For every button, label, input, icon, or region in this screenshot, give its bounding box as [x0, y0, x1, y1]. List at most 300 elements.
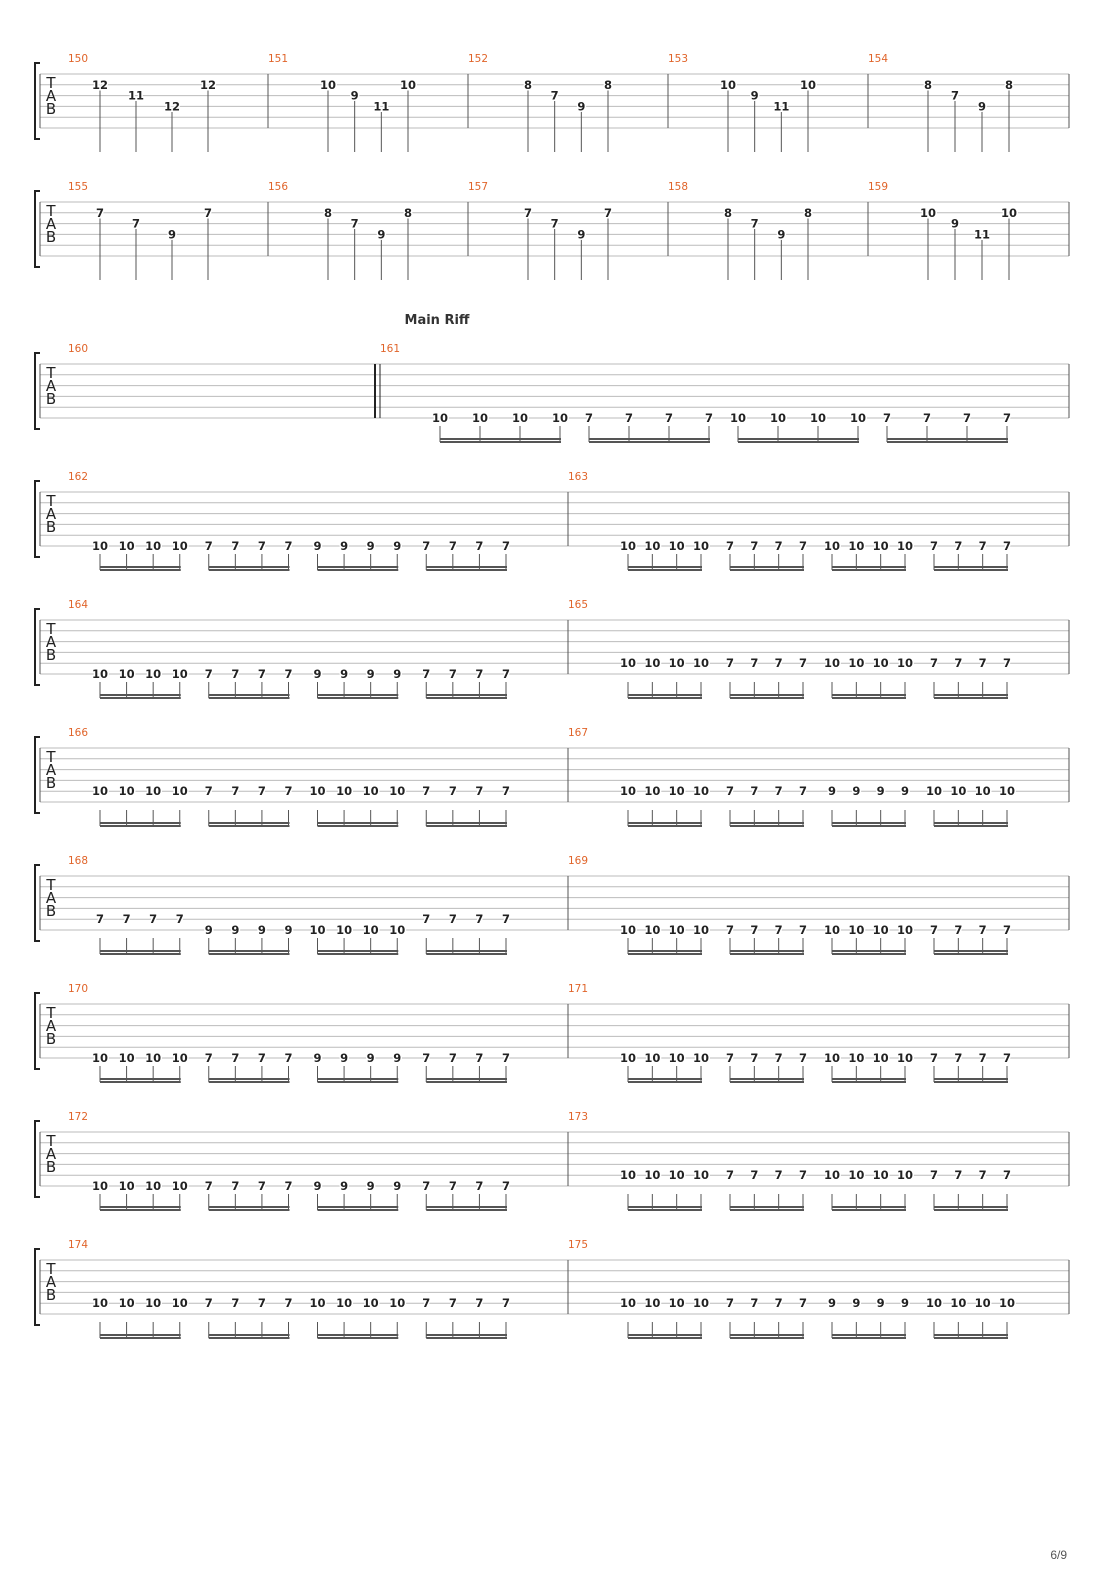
fret-number: 7	[882, 411, 892, 425]
fret-number: 9	[393, 1179, 402, 1193]
fret-number: 7	[929, 539, 939, 553]
fret-number: 9	[827, 784, 837, 799]
fret-number: 7	[774, 1296, 783, 1311]
beam	[100, 1209, 181, 1211]
beam	[318, 822, 399, 824]
fret-number: 7	[284, 784, 293, 799]
fret-number: 7	[501, 539, 511, 553]
beam	[426, 569, 507, 571]
fret-number: 10	[644, 656, 661, 671]
tab-clef-letter: A	[45, 633, 57, 651]
fret-number: 7	[448, 912, 457, 927]
fret-number: 9	[366, 667, 375, 681]
beam	[628, 1206, 702, 1208]
fret-number: 10	[118, 667, 135, 681]
fret-number: 10	[91, 667, 109, 681]
fret-number: 7	[774, 923, 783, 937]
beam	[934, 822, 1008, 824]
tab-clef-letter: A	[45, 377, 57, 395]
fret-number: 10	[872, 1168, 889, 1183]
fret-number: 10	[668, 539, 685, 553]
system-bracket	[35, 1249, 40, 1325]
fret-number: 7	[978, 656, 987, 671]
beam	[318, 1081, 399, 1083]
fret-number: 7	[798, 784, 808, 799]
beam	[209, 1206, 290, 1208]
beam	[628, 950, 702, 952]
beam	[934, 566, 1008, 568]
fret-number: 7	[231, 1296, 240, 1311]
fret-number: 9	[313, 1051, 322, 1065]
fret-number: 7	[448, 1179, 457, 1193]
fret-number: 10	[171, 1179, 188, 1193]
fret-number: 7	[750, 216, 759, 231]
beam	[100, 697, 181, 699]
fret-number: 7	[954, 656, 963, 671]
fret-number: 7	[448, 539, 457, 553]
fret-number: 10	[799, 77, 817, 92]
beam	[426, 1334, 507, 1336]
fret-number: 10	[619, 784, 637, 799]
beam	[209, 694, 290, 696]
fret-number: 7	[664, 411, 674, 425]
fret-number: 9	[777, 227, 786, 242]
fret-number: 10	[809, 411, 827, 425]
fret-number: 9	[900, 784, 910, 799]
fret-number: 10	[171, 784, 188, 799]
fret-number: 9	[750, 88, 759, 103]
fret-number: 7	[257, 1179, 266, 1193]
system-bracket	[35, 609, 40, 685]
fret-number: 7	[231, 1179, 240, 1193]
fret-number: 10	[309, 784, 326, 799]
fret-number: 11	[773, 99, 790, 114]
bar-number: 168	[68, 855, 89, 867]
tab-clef-letter: B	[45, 518, 57, 536]
fret-number: 10	[848, 656, 865, 671]
fret-number: 10	[389, 784, 406, 799]
fret-number: 10	[823, 923, 841, 937]
fret-number: 10	[91, 1296, 109, 1311]
bar-number: 174	[68, 1239, 89, 1251]
bar-number: 175	[568, 1239, 589, 1251]
fret-number: 7	[774, 1168, 783, 1183]
bar-number: 173	[568, 1111, 589, 1123]
tab-clef-letter: A	[45, 87, 57, 105]
tab-clef-letter: A	[45, 215, 57, 233]
fret-number: 10	[431, 411, 449, 425]
beam	[100, 825, 181, 827]
fret-number: 10	[848, 923, 865, 937]
fret-number: 9	[852, 784, 861, 799]
fret-number: 10	[91, 784, 109, 799]
fret-number: 10	[919, 205, 937, 220]
beam	[730, 825, 804, 827]
beam	[628, 1334, 702, 1336]
fret-number: 10	[362, 1296, 379, 1311]
fret-number: 10	[118, 539, 135, 553]
beam	[628, 694, 702, 696]
fret-number: 7	[284, 1296, 293, 1311]
fret-number: 9	[977, 99, 987, 114]
fret-number: 10	[171, 539, 188, 553]
fret-number: 7	[725, 784, 735, 799]
fret-number: 7	[624, 411, 634, 425]
tab-clef-letter: B	[45, 1030, 57, 1048]
fret-number: 7	[750, 784, 759, 799]
beam	[100, 569, 181, 571]
tab-clef-letter: A	[45, 889, 57, 907]
section-marker: Main Riff	[404, 313, 470, 328]
fret-number: 10	[823, 539, 841, 553]
beam	[934, 825, 1008, 827]
fret-number: 7	[475, 1051, 484, 1065]
beam	[209, 953, 290, 955]
fret-number: 7	[750, 1296, 759, 1311]
fret-number: 10	[668, 1168, 685, 1183]
fret-number: 10	[644, 784, 661, 799]
beam	[209, 825, 290, 827]
beam	[100, 1206, 181, 1208]
beam	[100, 1337, 181, 1339]
bar-number: 166	[68, 727, 89, 739]
beam	[426, 566, 507, 568]
fret-number: 12	[91, 77, 109, 92]
beam	[100, 1081, 181, 1083]
beam	[209, 822, 290, 824]
fret-number: 10	[171, 667, 188, 681]
fret-number: 7	[257, 1051, 266, 1065]
beam	[426, 1081, 507, 1083]
fret-number: 7	[204, 539, 213, 553]
tab-clef-letter: A	[45, 1145, 57, 1163]
beam	[426, 822, 507, 824]
beam	[934, 1209, 1008, 1211]
bar-number: 163	[568, 471, 589, 483]
fret-number: 7	[284, 667, 293, 681]
fret-number: 8	[523, 77, 533, 92]
fret-number: 9	[876, 1296, 885, 1311]
fret-number: 7	[422, 784, 431, 799]
beam	[730, 953, 804, 955]
fret-number: 10	[145, 784, 162, 799]
beam	[318, 569, 399, 571]
system-bracket	[35, 737, 40, 813]
beam	[426, 950, 507, 952]
beam	[318, 1337, 399, 1339]
fret-number: 7	[231, 667, 240, 681]
fret-number: 9	[350, 88, 359, 103]
fret-number: 7	[798, 539, 808, 553]
fret-number: 10	[692, 539, 710, 553]
beam	[209, 566, 290, 568]
beam	[832, 950, 906, 952]
beam	[832, 694, 906, 696]
fret-number: 10	[925, 1296, 943, 1311]
fret-number: 10	[848, 1051, 865, 1065]
tab-clef-letter: A	[45, 761, 57, 779]
fret-number: 9	[577, 227, 586, 242]
tab-clef-letter: B	[45, 390, 57, 408]
fret-number: 7	[203, 205, 213, 220]
beam	[934, 953, 1008, 955]
bar-number: 165	[568, 599, 589, 611]
fret-number: 8	[603, 77, 613, 92]
fret-number: 7	[257, 539, 266, 553]
fret-number: 10	[336, 1296, 353, 1311]
fret-number: 7	[422, 539, 431, 553]
fret-number: 7	[584, 411, 594, 425]
fret-number: 10	[925, 784, 943, 799]
fret-number: 10	[619, 1296, 637, 1311]
beam	[628, 697, 702, 699]
fret-number: 10	[692, 784, 710, 799]
fret-number: 7	[550, 216, 559, 231]
bar-number: 167	[568, 727, 589, 739]
fret-number: 7	[725, 1296, 735, 1311]
bar-number: 170	[68, 983, 89, 995]
beam	[934, 697, 1008, 699]
fret-number: 7	[422, 667, 431, 681]
fret-number: 9	[340, 1179, 349, 1193]
fret-number: 11	[127, 88, 145, 103]
tab-clef-letter: T	[46, 492, 56, 510]
fret-number: 7	[284, 1051, 293, 1065]
fret-number: 9	[204, 923, 213, 937]
fret-number: 9	[366, 1051, 375, 1065]
fret-number: 7	[501, 912, 511, 927]
tab-clef-letter: B	[45, 100, 57, 118]
fret-number: 7	[798, 923, 808, 937]
fret-number: 7	[798, 656, 808, 671]
fret-number: 7	[475, 539, 484, 553]
fret-number: 10	[644, 923, 661, 937]
fret-number: 7	[284, 1179, 293, 1193]
fret-number: 10	[998, 784, 1016, 799]
fret-number: 7	[725, 923, 735, 937]
fret-number: 10	[644, 539, 661, 553]
fret-number: 9	[950, 216, 960, 231]
fret-number: 10	[872, 1051, 889, 1065]
fret-number: 7	[422, 1296, 431, 1311]
fret-number: 7	[231, 784, 240, 799]
beam	[426, 1337, 507, 1339]
fret-number: 7	[1002, 923, 1012, 937]
beam	[628, 822, 702, 824]
beam	[318, 1209, 399, 1211]
beam	[934, 1078, 1008, 1080]
fret-number: 10	[950, 1296, 967, 1311]
beam	[628, 953, 702, 955]
fret-number: 12	[163, 99, 181, 114]
tab-clef-letter: T	[46, 620, 56, 638]
fret-number: 9	[313, 539, 322, 553]
fret-number: 7	[954, 539, 963, 553]
tab-clef-letter: A	[45, 505, 57, 523]
fret-number: 10	[118, 784, 135, 799]
fret-number: 8	[723, 205, 733, 220]
beam	[887, 441, 1008, 443]
fret-number: 10	[309, 1296, 326, 1311]
bar-number: 157	[468, 181, 489, 193]
fret-number: 7	[204, 784, 213, 799]
fret-number: 9	[900, 1296, 910, 1311]
fret-number: 10	[362, 923, 379, 937]
beam	[934, 569, 1008, 571]
bar-number: 156	[268, 181, 289, 193]
fret-number: 7	[175, 912, 184, 927]
fret-number: 10	[511, 411, 529, 425]
fret-number: 7	[523, 205, 533, 220]
fret-number: 10	[668, 1296, 685, 1311]
beam	[589, 441, 710, 443]
beam	[100, 822, 181, 824]
fret-number: 7	[1002, 411, 1012, 425]
fret-number: 7	[284, 539, 293, 553]
beam	[730, 950, 804, 952]
beam	[209, 569, 290, 571]
beam	[832, 569, 906, 571]
bar-number: 153	[668, 53, 689, 65]
fret-number: 10	[644, 1296, 661, 1311]
system-bracket	[35, 1121, 40, 1197]
fret-number: 10	[823, 1051, 841, 1065]
bar-number: 152	[468, 53, 489, 65]
fret-number: 10	[619, 539, 637, 553]
tab-clef-letter: B	[45, 1286, 57, 1304]
tab-clef-letter: A	[45, 1273, 57, 1291]
fret-number: 7	[149, 912, 158, 927]
beam	[628, 1337, 702, 1339]
fret-number: 10	[362, 784, 379, 799]
fret-number: 10	[823, 1168, 841, 1183]
tab-clef-letter: A	[45, 1017, 57, 1035]
fret-number: 10	[118, 1179, 135, 1193]
fret-number: 10	[145, 1051, 162, 1065]
beam	[628, 566, 702, 568]
fret-number: 10	[872, 656, 889, 671]
bar-number: 172	[68, 1111, 89, 1123]
beam	[426, 694, 507, 696]
fret-number: 9	[393, 667, 402, 681]
fret-number: 9	[340, 1051, 349, 1065]
fret-number: 10	[336, 784, 353, 799]
fret-number: 10	[668, 656, 685, 671]
fret-number: 7	[95, 205, 105, 220]
fret-number: 10	[692, 656, 710, 671]
beam	[730, 822, 804, 824]
beam	[832, 953, 906, 955]
beam	[440, 438, 561, 440]
fret-number: 9	[577, 99, 586, 114]
fret-number: 10	[998, 1296, 1016, 1311]
bar-number: 155	[68, 181, 89, 193]
fret-number: 10	[729, 411, 747, 425]
fret-number: 7	[922, 411, 932, 425]
beam	[730, 1337, 804, 1339]
beam	[318, 950, 399, 952]
fret-number: 10	[619, 1051, 637, 1065]
fret-number: 7	[929, 1051, 939, 1065]
fret-number: 9	[366, 539, 375, 553]
fret-number: 9	[366, 1179, 375, 1193]
beam	[934, 950, 1008, 952]
beam	[738, 438, 859, 440]
fret-number: 7	[1002, 539, 1012, 553]
fret-number: 7	[501, 1296, 511, 1311]
beam	[730, 1206, 804, 1208]
fret-number: 8	[803, 205, 813, 220]
fret-number: 7	[475, 667, 484, 681]
fret-number: 9	[876, 784, 885, 799]
fret-number: 10	[619, 923, 637, 937]
bar-number: 169	[568, 855, 589, 867]
beam	[730, 697, 804, 699]
fret-number: 10	[145, 1296, 162, 1311]
fret-number: 10	[692, 1168, 710, 1183]
fret-number: 10	[644, 1168, 661, 1183]
bar-number: 158	[668, 181, 689, 193]
fret-number: 7	[475, 784, 484, 799]
beam	[730, 1081, 804, 1083]
beam	[318, 697, 399, 699]
beam	[426, 1078, 507, 1080]
fret-number: 10	[644, 1051, 661, 1065]
tab-clef-letter: B	[45, 774, 57, 792]
beam	[832, 566, 906, 568]
system-bracket	[35, 191, 40, 267]
fret-number: 7	[350, 216, 359, 231]
fret-number: 7	[978, 923, 987, 937]
beam	[832, 1337, 906, 1339]
page-number: 6/9	[1050, 1548, 1067, 1562]
fret-number: 10	[171, 1051, 188, 1065]
beam	[209, 1334, 290, 1336]
beam	[934, 694, 1008, 696]
beam	[426, 697, 507, 699]
beam	[934, 1206, 1008, 1208]
beam	[832, 822, 906, 824]
beam	[628, 1209, 702, 1211]
tab-clef-letter: T	[46, 1260, 56, 1278]
fret-number: 7	[231, 539, 240, 553]
fret-number: 9	[313, 1179, 322, 1193]
fret-number: 10	[145, 1179, 162, 1193]
beam	[730, 1209, 804, 1211]
fret-number: 7	[550, 88, 559, 103]
fret-number: 10	[896, 656, 914, 671]
fret-number: 10	[171, 1296, 188, 1311]
fret-number: 10	[848, 539, 865, 553]
fret-number: 10	[974, 1296, 991, 1311]
fret-number: 7	[422, 1179, 431, 1193]
fret-number: 7	[774, 539, 783, 553]
beam	[832, 1209, 906, 1211]
bar-number: 171	[568, 983, 589, 995]
fret-number: 7	[725, 1168, 735, 1183]
fret-number: 7	[962, 411, 972, 425]
fret-number: 7	[501, 784, 511, 799]
system-bracket	[35, 353, 40, 429]
beam	[318, 694, 399, 696]
fret-number: 10	[974, 784, 991, 799]
beam	[100, 566, 181, 568]
tab-clef-letter: B	[45, 1158, 57, 1176]
beam	[628, 1081, 702, 1083]
fret-number: 7	[422, 912, 431, 927]
fret-number: 7	[475, 912, 484, 927]
fret-number: 10	[1000, 205, 1018, 220]
